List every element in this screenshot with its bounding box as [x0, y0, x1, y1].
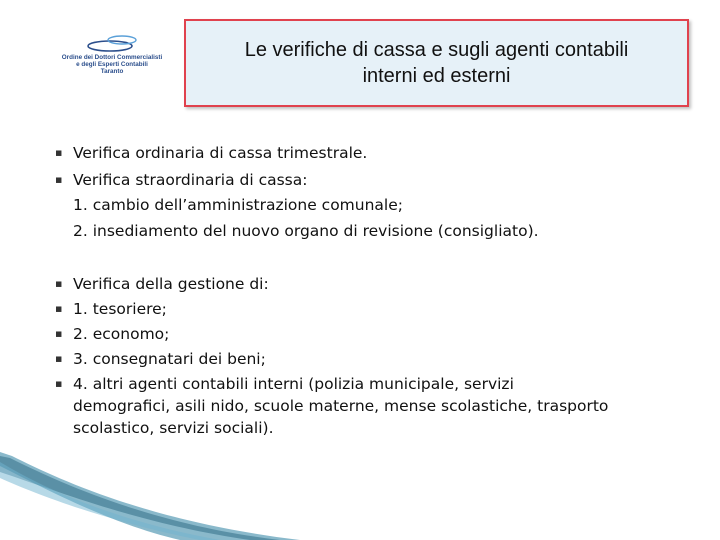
square-bullet-icon: ▪ [55, 327, 63, 340]
list-item: Verifica straordinaria di cassa: [73, 171, 308, 189]
logo-text [48, 54, 176, 75]
list-item: 3. consegnatari dei beni; [73, 350, 266, 368]
logo-line-3: Taranto [100, 68, 124, 75]
logo-swoosh-icon [82, 34, 144, 54]
list-subitem: 2. insediamento del nuovo organo di revisione (consigliato). [73, 222, 539, 240]
decorative-wave-icon [0, 452, 720, 540]
square-bullet-icon: ▪ [55, 377, 63, 390]
square-bullet-icon: ▪ [55, 352, 63, 365]
slide-title: Le verifiche di cassa e sugli agenti contabili interni ed esterni [244, 39, 629, 87]
square-bullet-icon: ▪ [55, 302, 63, 315]
list-item: 1. tesoriere; [73, 300, 167, 318]
title-box [184, 19, 689, 107]
logo-line-2: e degli Esperti Contabili [76, 61, 148, 68]
list-item: Verifica della gestione di: [73, 275, 269, 293]
logo-line-1: Ordine dei Dottori Commercialisti [61, 54, 163, 61]
list-item: 2. economo; [73, 325, 170, 343]
list-subitem: 1. cambio dell’amministrazione comunale; [73, 196, 403, 214]
list-item-continued: scolastico, servizi sociali). [73, 419, 274, 437]
list-item: 4. altri agenti contabili interni (polizia municipale, servizi [73, 375, 514, 393]
logo [48, 34, 176, 84]
list-item-continued: demografici, asili nido, scuole materne, mense scolastiche, trasporto [73, 397, 609, 415]
square-bullet-icon: ▪ [55, 277, 63, 290]
square-bullet-icon: ▪ [55, 173, 63, 186]
square-bullet-icon: ▪ [55, 146, 63, 159]
list-item: Verifica ordinaria di cassa trimestrale. [73, 144, 368, 162]
